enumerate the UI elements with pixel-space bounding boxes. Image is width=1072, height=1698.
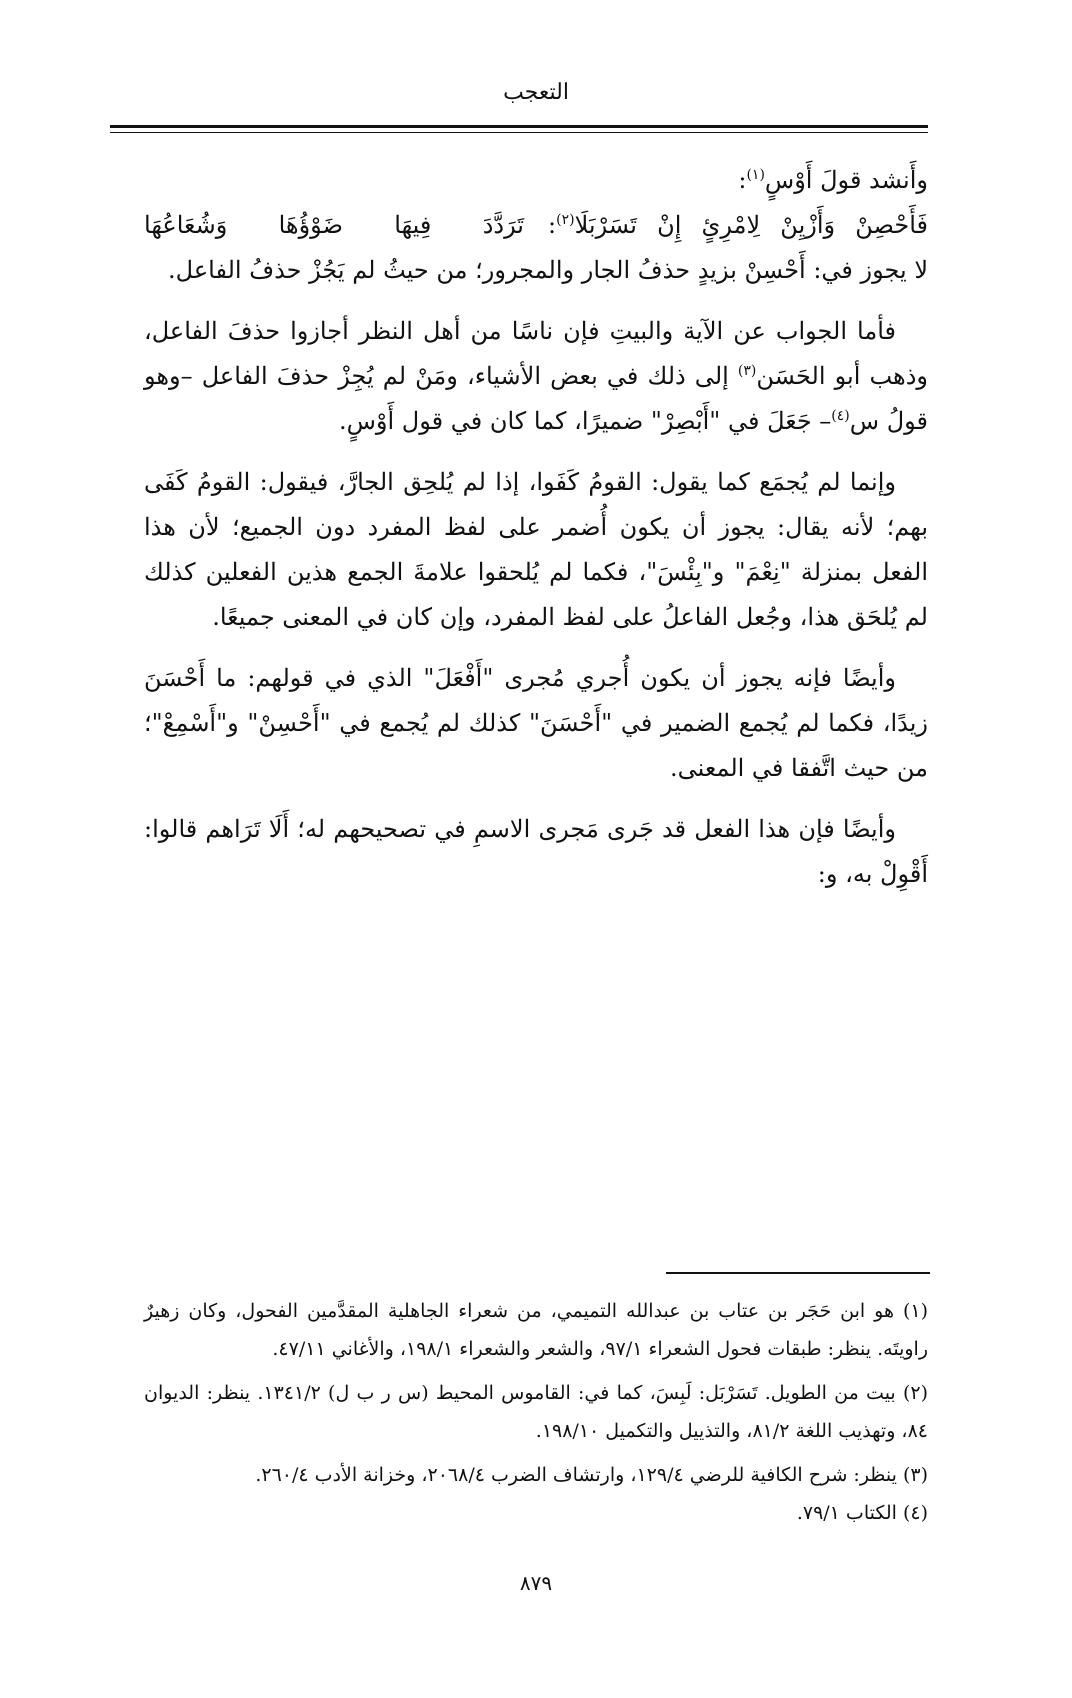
main-text — [144, 158, 928, 897]
paragraph-5: وأيضًا فإن هذا الفعل قد جَرى مَجرى الاسمِ في تصحيحهم له؛ أَلَا تَرَاهم قالوا: أَقْوِلْ به، و: — [144, 815, 928, 888]
poem-verse — [144, 203, 928, 248]
footnote-ref-2: (٢) — [556, 212, 575, 228]
footnote-ref-4: (٤) — [831, 408, 850, 424]
footnote-ref-3: (٣) — [737, 363, 757, 379]
footnote-ref-1: (١) — [746, 167, 765, 183]
footnote-2: (٢) بيت من الطويل. تَسَرْبَل: لَبِسَ، كما في: القاموس المحيط (س ر ب ل) ١٣٤١/٢. ينظر: الديوان ٨٤، وتهذيب اللغة ٨١/٢، والتذييل والتكميل ١٩٨/١٠. — [144, 1382, 928, 1442]
footnote-separator — [666, 1272, 930, 1274]
footnote-1: (١) هو ابن حَجَر بن عتاب بن عبدالله التميمي، من شعراء الجاهلية المقدَّمين الفحول، وكان زهيرٌ راويتَه. ينظر: طبقات فحول الشعراء ٩٧/١، والشعر والشعراء ١٩٨/١، والأغاني ٤٧/١١. — [144, 1300, 928, 1360]
header-rule-thick — [110, 125, 928, 128]
footnotes — [144, 1292, 928, 1532]
paragraph-2: فأما الجواب عن الآية والبيتِ فإن ناسًا من أهل النظر أجازوا حذفَ الفاعل، وذهب أبو الحَسَن$^{(٣)}$ إلى ذلك في بعض الأشياء، ومَنْ لم يُجِزْ حذفَ الفاعل –وهو قولُ س$^{(٤)}$– جَعَلَ في "أَبْصِرْ" ضميرًا، كما كان في قول أَوْسٍ. — [144, 317, 928, 435]
paragraph-4: وأيضًا فإنه يجوز أن يكون أُجري مُجرى "أَفْعَلَ" الذي في قولهم: ما أَحْسَنَ زيدًا، فكما لم يُجمع الضمير في "أَحْسَنَ" كذلك لم يُجمع في "أَحْسِنْ" و"أَسْمِعْ"؛ من حيث اتَّفقا في المعنى. — [144, 664, 928, 782]
header-rule-thin — [110, 132, 928, 133]
verse-second-hemistich: تَرَدَّدَ فِيهَا ضَوْؤُهَا وَشُعَاعُهَا — [144, 211, 524, 239]
paragraph-1: لا يجوز في: أَحْسِنْ بزيدٍ حذفُ الجار والمجرور؛ من حيثُ لم يَجُزْ حذفُ الفاعل. — [168, 256, 928, 284]
footnote-3: (٣) ينظر: شرح الكافية للرضي ١٢٩/٤، وارتشاف الضرب ٢٠٦٨/٤، وخزانة الأدب ٢٦٠/٤. — [255, 1464, 928, 1486]
paragraph-3: وإنما لم يُجمَع كما يقول: القومُ كَفَوا، إذا لم يُلحِق الجارَّ، فيقول: القومُ كَفَى بهم؛ لأنه يقال: يجوز أن يكون أُضمر على لفظ المفرد دون الجميع؛ لأن هذا الفعل بمنزلة "نِعْمَ" و"بِئْسَ"، فكما لم يُلحقوا علامةَ الجمع هذين الفعلين كذلك لم يُلحَق هذا، وجُعل الفاعلُ على لفظ المفرد، وإن كان في المعنى جميعًا. — [144, 468, 928, 631]
footnote-4: (٤) الكتاب ٧٩/١. — [796, 1502, 928, 1524]
intro-line: وأَنشد قولَ أَوْسٍ$^{(١)}$: — [738, 166, 928, 194]
page-number: ٨٧٩ — [519, 1571, 553, 1595]
page-header-title: التعجب — [503, 80, 569, 105]
verse-first-hemistich: فَأَحْصِنْ وَأَزْيِنْ لِامْرِئٍ إِنْ تَسَرْبَلَا$^{(٢)}$: — [548, 211, 928, 239]
